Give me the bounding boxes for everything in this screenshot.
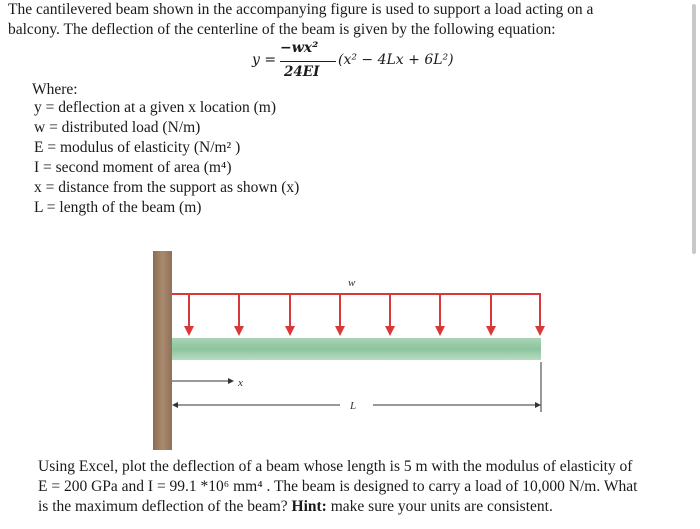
hint-label: Hint: — [291, 498, 327, 515]
hint-text: make sure your units are consistent. — [326, 498, 553, 515]
definition-I: I = second moment of area (m⁴) — [34, 159, 232, 176]
length-label: L — [350, 400, 357, 412]
length-dimension — [172, 362, 541, 412]
definition-y: y = deflection at a given x location (m) — [34, 99, 277, 116]
question-text-line-3 — [38, 497, 553, 517]
distributed-load — [172, 294, 545, 336]
intro-text-line-1: The cantilevered beam shown in the accompanying figure is used to support a load acting on a — [8, 1, 594, 18]
x-label: x — [238, 377, 243, 389]
equation-numerator: −wx² — [280, 40, 319, 56]
x-dimension-arrow — [172, 378, 234, 384]
support-wall — [153, 251, 172, 450]
where-label: Where: — [32, 81, 78, 98]
vertical-scrollbar[interactable] — [692, 4, 696, 254]
question-text-line-2: E = 200 GPa and I = 99.1 *10⁶ mm⁴ . The beam is designed to carry a load of 10,000 N/m. What — [38, 478, 638, 495]
load-label: w — [348, 277, 356, 289]
intro-text-line-2: balcony. The deflection of the centerline of the beam is given by the following equation: — [8, 21, 556, 38]
equation-polynomial: (x² − 4Lx + 6L²) — [338, 52, 454, 68]
equation-denominator: 24EI — [284, 64, 320, 80]
question-text-line-1: Using Excel, plot the deflection of a beam whose length is 5 m with the modulus of elasticity of — [38, 458, 633, 475]
definition-w: w = distributed load (N/m) — [34, 119, 201, 136]
definition-L: L = length of the beam (m) — [34, 199, 202, 216]
beam — [172, 338, 541, 360]
equation-lhs: y = — [252, 52, 277, 68]
question-line-3-text: is the maximum deflection of the beam? — [38, 498, 292, 515]
definition-x: x = distance from the support as shown (x) — [34, 179, 300, 196]
definition-E: E = modulus of elasticity (N/m² ) — [34, 139, 241, 156]
